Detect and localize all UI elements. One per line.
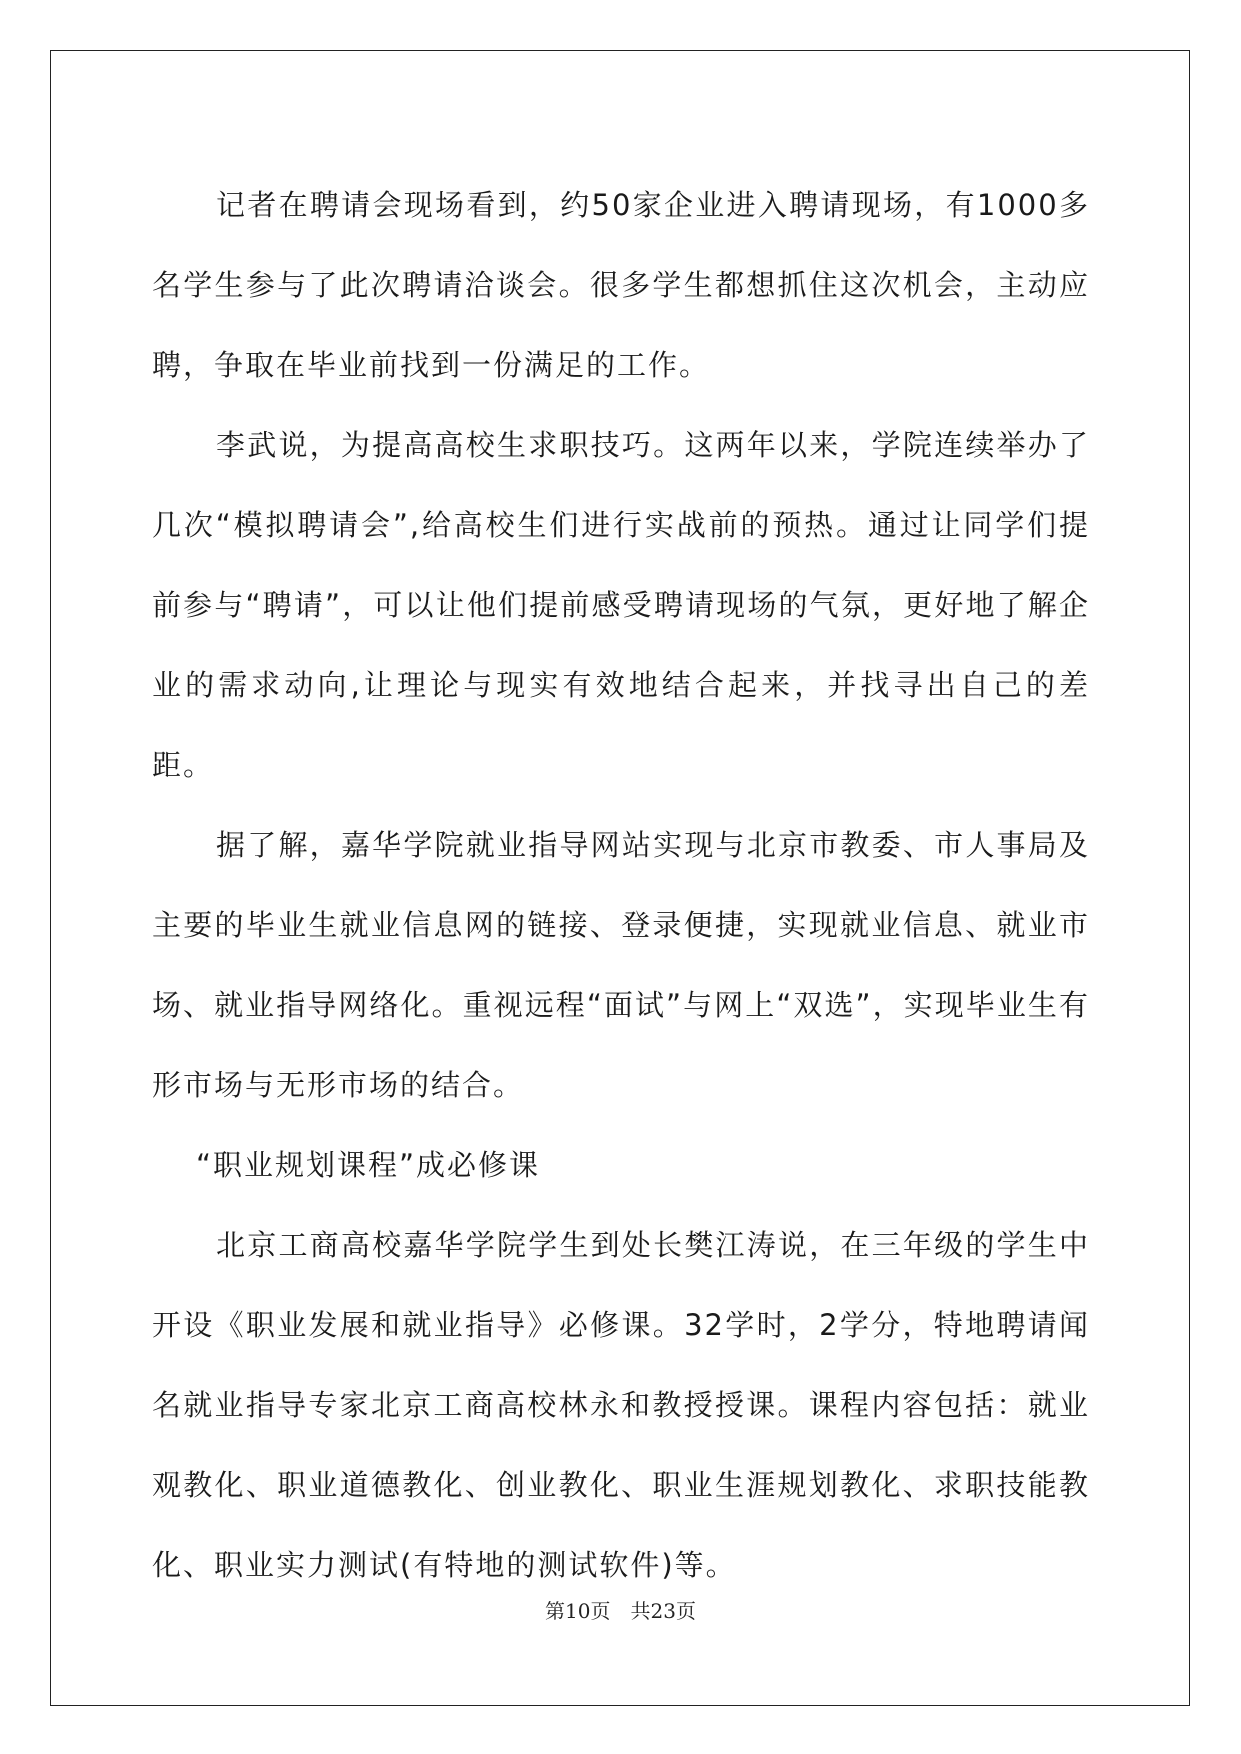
paragraph: 据了解，嘉华学院就业指导网站实现与北京市教委、市人事局及主要的毕业生就业信息网的链接、登录便捷，实现就业信息、就业市场、就业指导网络化。重视远程“面试”与网上“双选”，实现毕业生有形市场与无形市场的结合。	[152, 828, 1090, 1102]
paragraph: 李武说，为提高高校生求职技巧。这两年以来，学院连续举办了几次“模拟聘请会”,给高校生们进行实战前的预热。通过让同学们提前参与“聘请”，可以让他们提前感受聘请现场的气氛，更好地了解企业的需求动向,让理论与现实有效地结合起来，并找寻出自己的差距。	[152, 428, 1090, 782]
paragraph: 北京工商高校嘉华学院学生到处长樊江涛说，在三年级的学生中开设《职业发展和就业指导》必修课。32学时，2学分，特地聘请闻名就业指导专家北京工商高校林永和教授授课。课程内容包括：就业观教化、职业道德教化、创业教化、职业生涯规划教化、求职技能教化、职业实力测试(有特地的测试软件)等。	[152, 1228, 1090, 1582]
paragraph: 记者在聘请会现场看到，约50家企业进入聘请现场，有1000多名学生参与了此次聘请洽谈会。很多学生都想抓住这次机会，主动应聘，争取在毕业前找到一份满足的工作。	[152, 188, 1090, 382]
section-heading: “职业规划课程”成必修课	[196, 1148, 541, 1182]
document-body	[152, 165, 1090, 1605]
page-footer: 第10页 共23页	[545, 1599, 696, 1623]
